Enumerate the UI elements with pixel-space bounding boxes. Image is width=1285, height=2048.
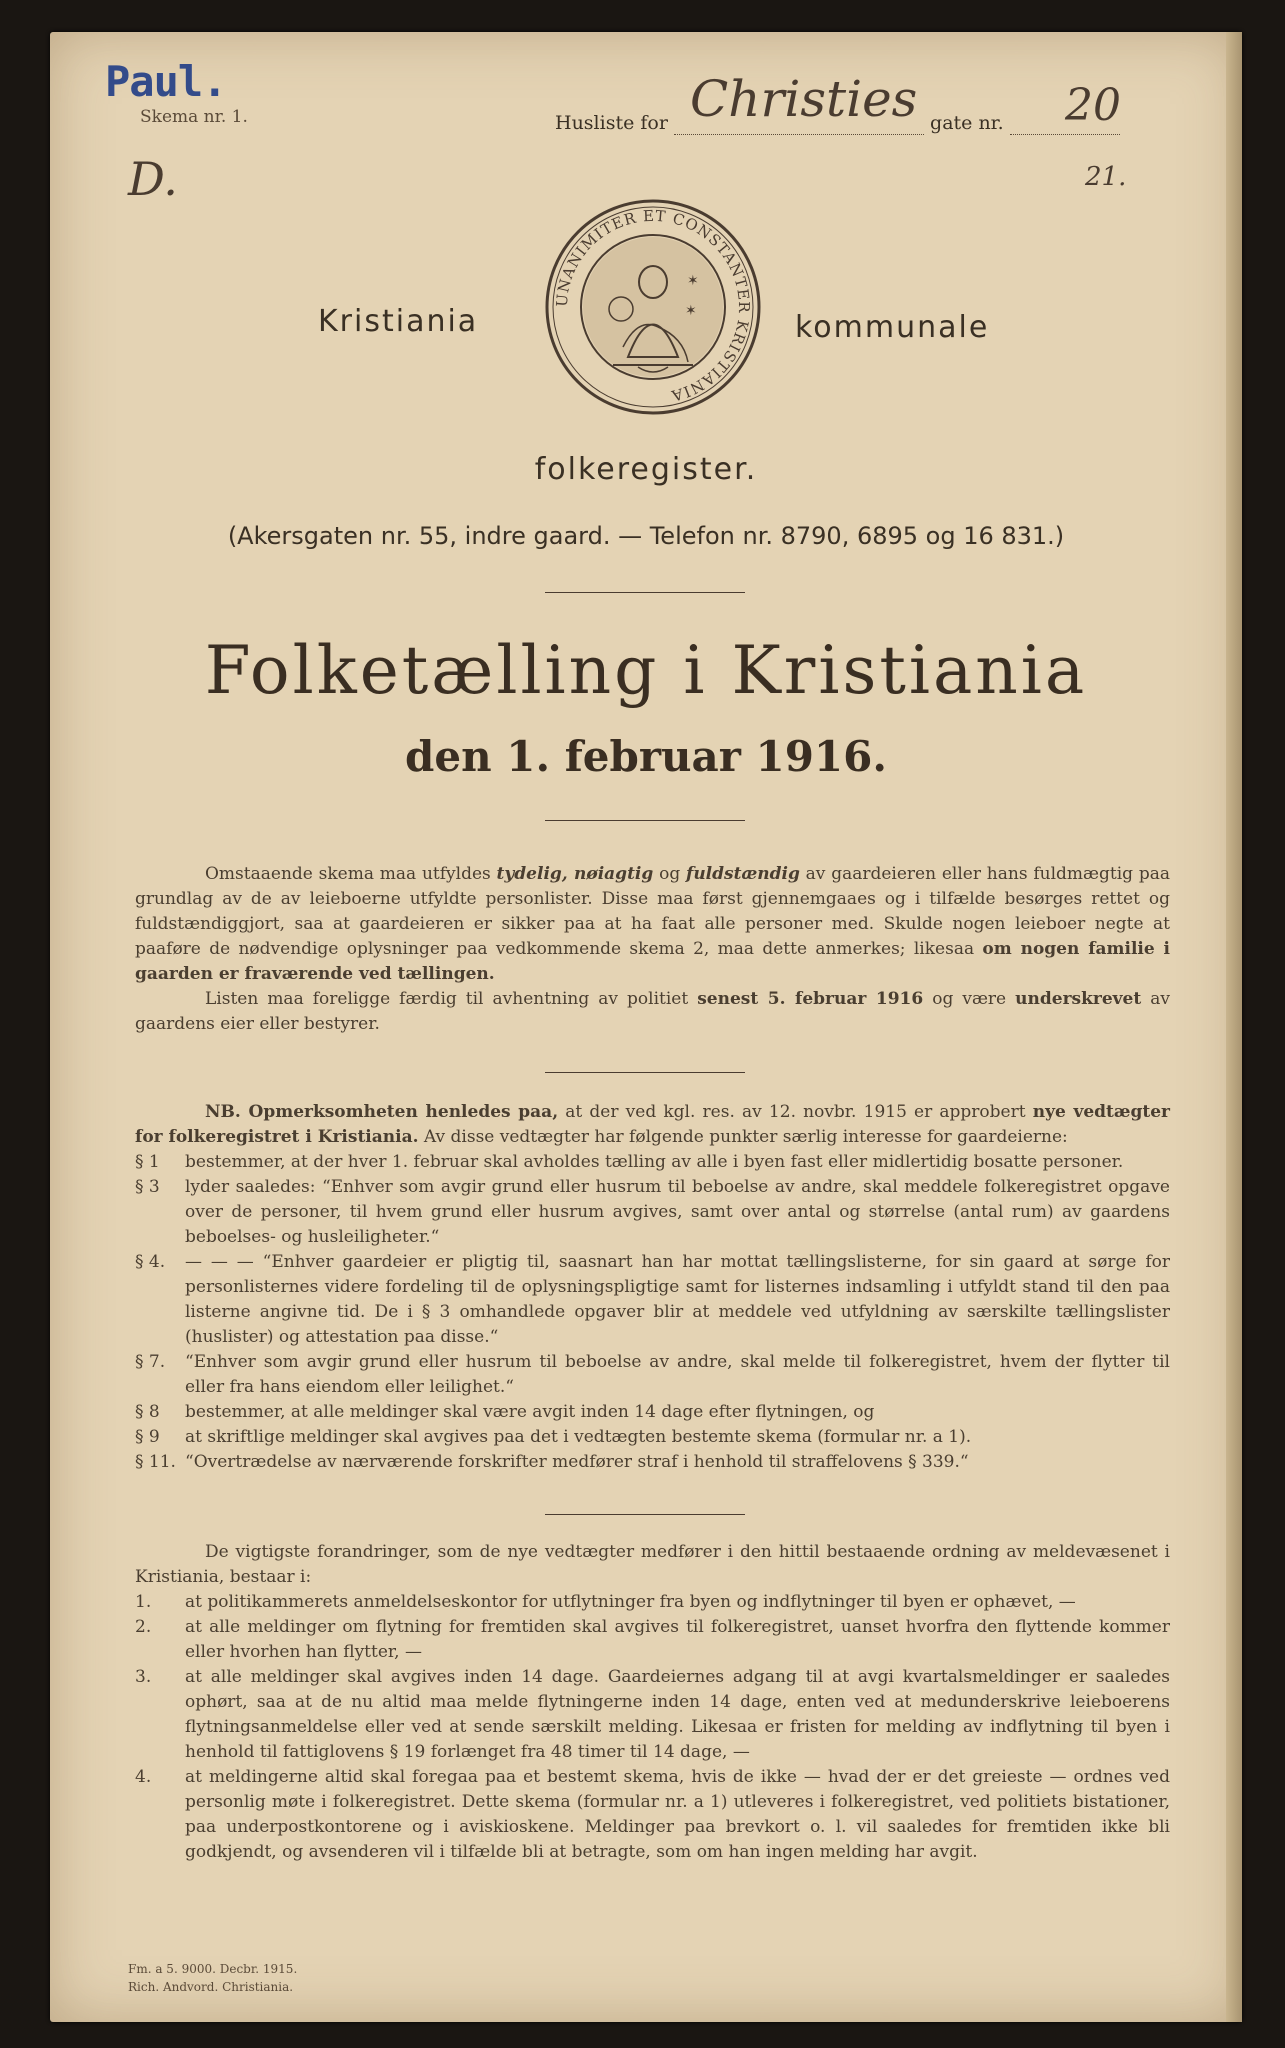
list-item [135,1450,1170,1475]
list-item [135,1765,1170,1865]
page-title: Folketælling i Kristiania [204,632,1088,709]
handwritten-number: 20 [1065,80,1121,131]
husliste-label: Husliste for [555,112,668,134]
kristiania-seal-icon [543,197,763,417]
svg-text:✶: ✶ [685,303,697,319]
item-text: bestemmer, at der hver 1. februar skal avholdes tælling av alle i byen fast eller midlertidig bosatte personer. [185,1152,1124,1172]
printer-line-1: Fm. a 5. 9000. Decbr. 1915. [128,1962,298,1976]
kommunale-label: kommunale [795,310,990,345]
list-item [135,1615,1170,1665]
gate-label: gate nr. [930,112,1004,134]
census-form-page [50,32,1242,2022]
printer-line-2: Rich. Andvord. Christiania. [128,1980,294,1994]
list-item [135,1350,1170,1400]
item-text: “Enhver som avgir grund eller husrum til beboelse av andre, skal melde til folkeregistret, hvem der flytter til eller fra hans eiendom eller leilighet.“ [185,1352,1170,1397]
office-address: (Akersgaten nr. 55, indre gaard. — Telefon nr. 8790, 6895 og 16 831.) [227,522,1065,550]
nb-sections-list [135,1150,1170,1475]
intro-paragraph-2: Listen maa foreligge færdig til avhentning av politiet senest 5. februar 1916 og være underskrevet av gaardens eier eller bestyrer. [135,989,1170,1034]
list-item [135,1250,1170,1350]
item-text: lyder saaledes: “Enhver som avgir grund eller husrum til beboelse av andre, skal meddele folkeregistret opgave over de personer, til hvem grund eller husrum avgives, samt over antal og størrelse (antal rum) av gaardens beboelses- og husleiligheter.“ [185,1177,1170,1247]
item-text: at meldingerne altid skal foregaa paa et bestemt skema, hvis de ikke — hvad der er det greieste — ordnes ved personlig møte i folkeregistret. Dette skema (formular nr. a 1) utleveres i folkeregistret, ved politiets bistationer, paa underpostkontorene og i aviskioskene. Meldinger paa brevkort o. l. vil saaledes for fremtiden ikke bli godkjendt, og avsenderen vil i tilfælde bli at betragte, som om han ingen melding har avgit. [185,1767,1170,1862]
item-number: 4. [135,1767,152,1787]
item-number: 1. [135,1592,152,1612]
item-number: 2. [135,1617,152,1637]
nb-section [135,1100,1170,1475]
list-item [135,1425,1170,1450]
divider [545,1514,745,1515]
paper-edge [1226,32,1242,2022]
svg-text:✶: ✶ [687,273,699,289]
seal-ring-text: UNANIMITER ET CONSTANTER KRISTIANIA [552,206,754,406]
list-item [135,1665,1170,1765]
divider [545,592,745,593]
changes-list [135,1590,1170,1865]
item-text: at alle meldinger om flytning for fremtiden skal avgives til folkeregistret, uanset hvorfra den flyttende kommer eller hvorhen han flytter, — [185,1617,1170,1662]
item-text: at alle meldinger skal avgives inden 14 dage. Gaardeiernes adgang til at avgi kvartalsmeldinger er saaledes ophørt, saa at de nu altid maa melde flytningerne inden 14 dage, enten ved at medunderskrive leieboerens flytningsanmeldelse eller ved at sende særskilt melding. Likesaa er fristen for melding av indflytning til byen i henhold til fattiglovens § 19 forlænget fra 48 timer til 14 dage, — [185,1667,1170,1762]
item-number: § 9 [135,1427,160,1447]
list-item [135,1175,1170,1250]
divider [545,1072,745,1073]
divider [545,820,745,821]
item-text: at skriftlige meldinger skal avgives paa det i vedtægten bestemte skema (formular nr. a 1). [185,1427,972,1447]
item-text: “Overtrædelse av nærværende forskrifter medfører straf i henhold til straffelovens § 339.“ [185,1452,969,1472]
item-text: bestemmer, at alle meldinger skal være avgit inden 14 dage efter flytningen, og [185,1402,875,1422]
kristiania-label: Kristiania [318,304,479,339]
item-number: § 3 [135,1177,160,1197]
list-item [135,1150,1170,1175]
list-item [135,1590,1170,1615]
item-number: § 8 [135,1402,160,1422]
nb-lead: NB. Opmerksomheten henledes paa, at der ved kgl. res. av 12. novbr. 1915 er approbert nye vedtægter for folkeregistret i Kristiania. Av disse vedtægter har følgende punkter særlig interesse for gaardeierne: [135,1102,1170,1147]
changes-intro: De vigtigste forandringer, som de nye vedtægter medfører i den hittil bestaaende ordning av meldevæsenet i Kristiania, bestaar i: [135,1542,1170,1587]
item-number: § 4. [135,1252,166,1272]
changes-section [135,1540,1170,1865]
intro-paragraph-1: Omstaaende skema maa utfyldes tydelig, nøiagtig og fuldstændig av gaardeieren eller hans fuldmægtig paa grundlag av de av leieboerne utfyldte personlister. Disse maa først gjennemgaaes og i tilfælde besørges rettet og fuldstændiggjort, saa at gaardeieren er sikker paa at ha faat alle personer med. Skulde nogen leieboer negte at paaføre de nødvendige oplysninger paa vedkommende skema 2, maa dette anmerkes; likesaa om nogen familie i gaarden er fraværende ved tællingen. [135,864,1170,984]
list-item [135,1400,1170,1425]
handwritten-d-mark: D. [128,152,178,206]
item-number: § 1 [135,1152,160,1172]
item-number: § 7. [135,1352,166,1372]
paul-stamp: Paul. [105,57,227,106]
handwritten-sheet-number: 21. [1085,162,1127,192]
item-number: § 11. [135,1452,176,1472]
item-text: at politikammerets anmeldelseskontor for utflytninger fra byen og indflytninger til byen er ophævet, — [185,1592,1076,1612]
folkeregister-label: folkeregister. [534,452,758,487]
intro-section [135,862,1170,1037]
item-text: — — — “Enhver gaardeier er pligtig til, saasnart han har mottat tællingslisterne, for sin gaard at sørge for personlisternes videre fordeling til de oplysningspligtige samt for listernes indsamling i utfyldt stand til den paa listerne angivne tid. De i § 3 omhandlede opgaver blir at meddele ved utfyldning av særskilte tællingslister (huslister) og attestation paa disse.“ [185,1252,1170,1347]
schema-number: Skema nr. 1. [140,107,248,127]
handwritten-street: Christies [690,70,918,128]
item-number: 3. [135,1667,152,1687]
page-subtitle: den 1. februar 1916. [404,732,887,781]
